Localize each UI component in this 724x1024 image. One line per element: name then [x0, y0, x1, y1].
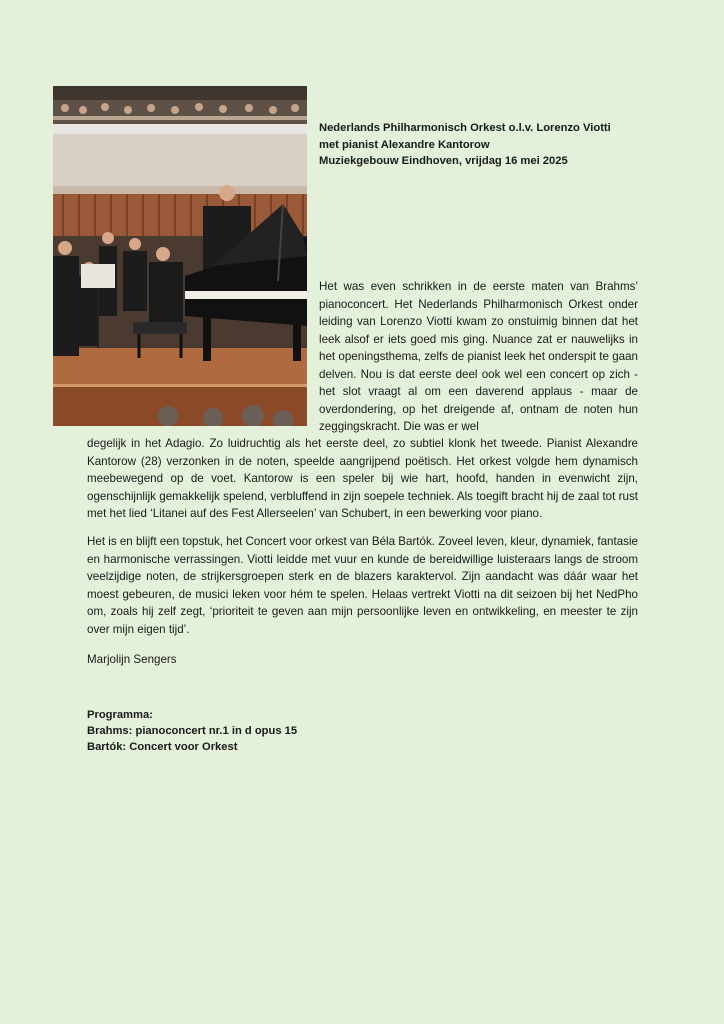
program-heading: Programma: [87, 709, 153, 721]
review-paragraph-1-continued: degelijk in het Adagio. Zo luidruchtig als het eerste deel, zo subtiel klonk het tweede. Pianist Alexandre Kantorow (28) verzonken in de noten, speelde aangrijpend poëtisch. Het orkest volgde hem dynamisch meebewegend op de voet. Kantorow is een speler bij wie hart, hoofd, handen in evenwicht zijn, ogenschijnlijk gemakkelijk spelend, verbluffend in zijn soepele techniek. Als toegift bracht hij de zaal tot rust met het lied ‘Litanei auf des Fest Allerseelen’ van Schubert, in een bewerking voor piano. [87, 437, 638, 520]
program-section [87, 707, 297, 755]
header-orchestra: Nederlands Philharmonisch Orkest o.l.v. Lorenzo Viotti [319, 122, 611, 134]
review-paragraph-2: Het is en blijft een topstuk, het Concert voor orkest van Béla Bartók. Zoveel leven, kleur, dynamiek, fantasie en harmonische verrassingen. Viotti leidde met vuur en kunde de bereidwillige luisteraars langs de stroom veelzijdige noten, de strijkersgroepen sterk en de blazers karaktervol. Zijn aandacht was dáár waar het moest gebeuren, de musici leken voor hém te spelen. Helaas vertrekt Viotti na dit seizoen bij het NedPho om, zoals hij zelf zegt, ‘prioriteit te geven aan mijn persoonlijke leven en ontwikkeling, en meester te zijn over mijn eigen tijd’. [87, 535, 638, 636]
concert-header [319, 120, 649, 170]
review-paragraph-1: Het was even schrikken in de eerste maten van Brahms’ pianoconcert. Het Nederlands Philharmonisch Orkest onder leiding van Lorenzo Viotti kwam zo onstuimig binnen dat het leek alsof er iets goed mis ging. Nuance zat er nauwelijks in het openingsthema, zelfs de pianist leek het onderspit te gaan delven. Nou is dat eerste deel ook wel een concert op zich - het slot vraagt al om een daverend applaus - maar de overdondering, op het dreigende af, ontnam de noten hun zeggingskracht. Die was er wel [319, 280, 638, 433]
concert-photo [53, 86, 307, 426]
header-soloist: met pianist Alexandre Kantorow [319, 138, 490, 151]
program-item: Brahms: pianoconcert nr.1 in d opus 15 [87, 725, 298, 737]
author-name: Marjolijn Sengers [87, 653, 177, 666]
header-venue-date: Muziekgebouw Eindhoven, vrijdag 16 mei 2025 [319, 155, 568, 167]
program-item: Bartók: Concert voor Orkest [87, 741, 238, 753]
